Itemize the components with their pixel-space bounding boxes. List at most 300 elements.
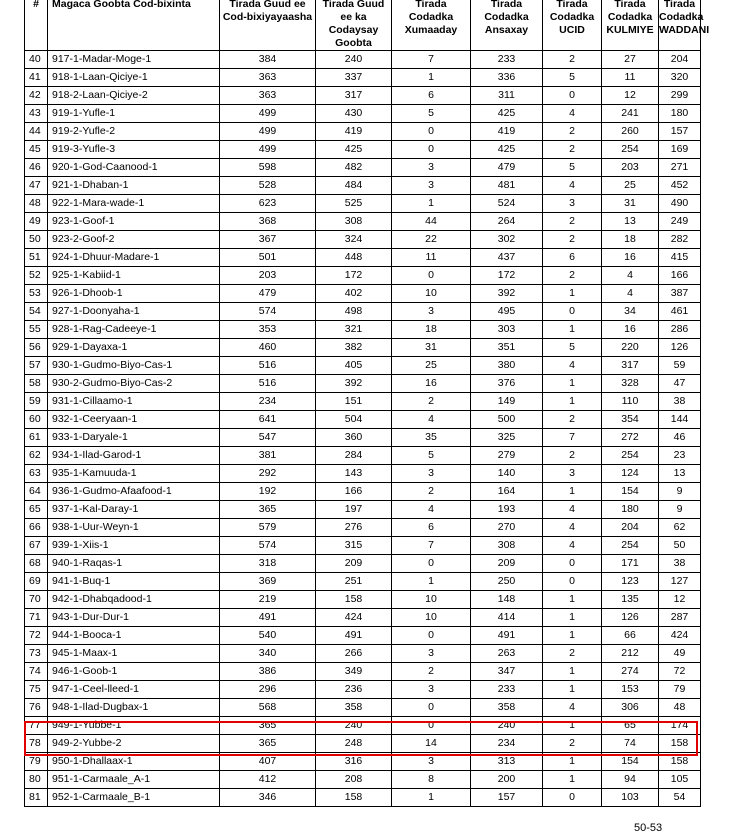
cell-waddani-votes: 13 bbox=[659, 465, 701, 483]
cell-votes-cast: 424 bbox=[316, 609, 392, 627]
table-row bbox=[25, 411, 701, 429]
cell-registered-voters: 568 bbox=[220, 699, 316, 717]
cell-kulmiye-votes: 153 bbox=[602, 681, 659, 699]
table-row bbox=[25, 465, 701, 483]
cell-valid-votes: 425 bbox=[471, 141, 543, 159]
cell-valid-votes: 500 bbox=[471, 411, 543, 429]
cell-kulmiye-votes: 306 bbox=[602, 699, 659, 717]
cell-kulmiye-votes: 126 bbox=[602, 609, 659, 627]
cell-kulmiye-votes: 274 bbox=[602, 663, 659, 681]
cell-ucid-votes: 4 bbox=[543, 519, 602, 537]
cell-polling-station-name: 920-1-God-Caanood-1 bbox=[48, 159, 220, 177]
cell-valid-votes: 414 bbox=[471, 609, 543, 627]
cell-registered-voters: 641 bbox=[220, 411, 316, 429]
cell-valid-votes: 437 bbox=[471, 249, 543, 267]
cell-kulmiye-votes: 254 bbox=[602, 447, 659, 465]
cell-votes-cast: 276 bbox=[316, 519, 392, 537]
table-header-row bbox=[25, 0, 701, 51]
cell-number: 67 bbox=[25, 537, 48, 555]
cell-valid-votes: 140 bbox=[471, 465, 543, 483]
table-row bbox=[25, 393, 701, 411]
cell-invalid-votes: 0 bbox=[392, 141, 471, 159]
cell-valid-votes: 233 bbox=[471, 681, 543, 699]
cell-registered-voters: 540 bbox=[220, 627, 316, 645]
table-row bbox=[25, 87, 701, 105]
cell-polling-station-name: 936-1-Gudmo-Afaafood-1 bbox=[48, 483, 220, 501]
cell-valid-votes: 164 bbox=[471, 483, 543, 501]
cell-number: 50 bbox=[25, 231, 48, 249]
cell-invalid-votes: 22 bbox=[392, 231, 471, 249]
cell-kulmiye-votes: 203 bbox=[602, 159, 659, 177]
cell-waddani-votes: 249 bbox=[659, 213, 701, 231]
cell-valid-votes: 495 bbox=[471, 303, 543, 321]
cell-number: 42 bbox=[25, 87, 48, 105]
cell-number: 64 bbox=[25, 483, 48, 501]
cell-ucid-votes: 1 bbox=[543, 717, 602, 735]
table-row bbox=[25, 447, 701, 465]
cell-waddani-votes: 387 bbox=[659, 285, 701, 303]
cell-kulmiye-votes: 11 bbox=[602, 69, 659, 87]
cell-votes-cast: 525 bbox=[316, 195, 392, 213]
cell-ucid-votes: 1 bbox=[543, 591, 602, 609]
cell-polling-station-name: 944-1-Booca-1 bbox=[48, 627, 220, 645]
cell-polling-station-name: 931-1-Cillaamo-1 bbox=[48, 393, 220, 411]
cell-number: 45 bbox=[25, 141, 48, 159]
cell-ucid-votes: 2 bbox=[543, 141, 602, 159]
cell-votes-cast: 251 bbox=[316, 573, 392, 591]
cell-ucid-votes: 2 bbox=[543, 411, 602, 429]
cell-invalid-votes: 0 bbox=[392, 555, 471, 573]
cell-waddani-votes: 158 bbox=[659, 753, 701, 771]
cell-number: 44 bbox=[25, 123, 48, 141]
cell-ucid-votes: 1 bbox=[543, 393, 602, 411]
cell-waddani-votes: 62 bbox=[659, 519, 701, 537]
cell-number: 76 bbox=[25, 699, 48, 717]
header-registered-voters: Tirada Guud ee Cod-bixiyayaasha bbox=[220, 0, 316, 51]
cell-invalid-votes: 2 bbox=[392, 663, 471, 681]
cell-ucid-votes: 0 bbox=[543, 789, 602, 807]
cell-votes-cast: 158 bbox=[316, 789, 392, 807]
cell-valid-votes: 376 bbox=[471, 375, 543, 393]
cell-registered-voters: 499 bbox=[220, 141, 316, 159]
cell-invalid-votes: 2 bbox=[392, 393, 471, 411]
cell-polling-station-name: 949-2-Yubbe-2 bbox=[48, 735, 220, 753]
cell-valid-votes: 491 bbox=[471, 627, 543, 645]
cell-waddani-votes: 79 bbox=[659, 681, 701, 699]
header-kulmiye-votes: Tirada Codadka KULMIYE bbox=[602, 0, 659, 51]
cell-number: 74 bbox=[25, 663, 48, 681]
cell-valid-votes: 148 bbox=[471, 591, 543, 609]
cell-number: 59 bbox=[25, 393, 48, 411]
cell-number: 53 bbox=[25, 285, 48, 303]
table-row bbox=[25, 717, 701, 735]
cell-number: 77 bbox=[25, 717, 48, 735]
cell-ucid-votes: 4 bbox=[543, 105, 602, 123]
cell-waddani-votes: 461 bbox=[659, 303, 701, 321]
cell-ucid-votes: 4 bbox=[543, 177, 602, 195]
cell-valid-votes: 336 bbox=[471, 69, 543, 87]
table-row bbox=[25, 159, 701, 177]
cell-number: 54 bbox=[25, 303, 48, 321]
cell-registered-voters: 369 bbox=[220, 573, 316, 591]
cell-ucid-votes: 3 bbox=[543, 465, 602, 483]
cell-number: 60 bbox=[25, 411, 48, 429]
table-row bbox=[25, 735, 701, 753]
cell-votes-cast: 337 bbox=[316, 69, 392, 87]
cell-number: 68 bbox=[25, 555, 48, 573]
cell-invalid-votes: 10 bbox=[392, 609, 471, 627]
cell-kulmiye-votes: 260 bbox=[602, 123, 659, 141]
cell-votes-cast: 317 bbox=[316, 87, 392, 105]
cell-valid-votes: 270 bbox=[471, 519, 543, 537]
cell-valid-votes: 479 bbox=[471, 159, 543, 177]
cell-registered-voters: 353 bbox=[220, 321, 316, 339]
cell-votes-cast: 197 bbox=[316, 501, 392, 519]
cell-registered-voters: 499 bbox=[220, 123, 316, 141]
cell-registered-voters: 192 bbox=[220, 483, 316, 501]
table-row bbox=[25, 357, 701, 375]
cell-kulmiye-votes: 171 bbox=[602, 555, 659, 573]
cell-kulmiye-votes: 16 bbox=[602, 321, 659, 339]
table-row bbox=[25, 267, 701, 285]
cell-valid-votes: 325 bbox=[471, 429, 543, 447]
cell-polling-station-name: 918-2-Laan-Qiciye-2 bbox=[48, 87, 220, 105]
cell-votes-cast: 405 bbox=[316, 357, 392, 375]
cell-waddani-votes: 287 bbox=[659, 609, 701, 627]
cell-votes-cast: 419 bbox=[316, 123, 392, 141]
table-row bbox=[25, 591, 701, 609]
table-row bbox=[25, 339, 701, 357]
cell-waddani-votes: 49 bbox=[659, 645, 701, 663]
cell-polling-station-name: 919-2-Yufle-2 bbox=[48, 123, 220, 141]
cell-kulmiye-votes: 272 bbox=[602, 429, 659, 447]
cell-valid-votes: 358 bbox=[471, 699, 543, 717]
header-valid-votes: Tirada Codadka Ansaxay bbox=[471, 0, 543, 51]
cell-votes-cast: 315 bbox=[316, 537, 392, 555]
cell-waddani-votes: 166 bbox=[659, 267, 701, 285]
cell-valid-votes: 149 bbox=[471, 393, 543, 411]
cell-votes-cast: 151 bbox=[316, 393, 392, 411]
cell-valid-votes: 425 bbox=[471, 105, 543, 123]
cell-votes-cast: 425 bbox=[316, 141, 392, 159]
cell-registered-voters: 598 bbox=[220, 159, 316, 177]
cell-ucid-votes: 0 bbox=[543, 87, 602, 105]
cell-registered-voters: 623 bbox=[220, 195, 316, 213]
table-row bbox=[25, 105, 701, 123]
cell-number: 81 bbox=[25, 789, 48, 807]
header-number: # bbox=[25, 0, 48, 51]
cell-kulmiye-votes: 328 bbox=[602, 375, 659, 393]
cell-polling-station-name: 940-1-Raqas-1 bbox=[48, 555, 220, 573]
cell-invalid-votes: 18 bbox=[392, 321, 471, 339]
cell-votes-cast: 321 bbox=[316, 321, 392, 339]
cell-invalid-votes: 10 bbox=[392, 591, 471, 609]
cell-waddani-votes: 424 bbox=[659, 627, 701, 645]
cell-invalid-votes: 44 bbox=[392, 213, 471, 231]
cell-polling-station-name: 948-1-Ilad-Dugbax-1 bbox=[48, 699, 220, 717]
cell-number: 61 bbox=[25, 429, 48, 447]
cell-votes-cast: 448 bbox=[316, 249, 392, 267]
cell-polling-station-name: 919-1-Yufle-1 bbox=[48, 105, 220, 123]
cell-invalid-votes: 3 bbox=[392, 303, 471, 321]
cell-valid-votes: 250 bbox=[471, 573, 543, 591]
cell-valid-votes: 172 bbox=[471, 267, 543, 285]
table-row bbox=[25, 555, 701, 573]
cell-registered-voters: 365 bbox=[220, 735, 316, 753]
cell-registered-voters: 365 bbox=[220, 501, 316, 519]
cell-polling-station-name: 943-1-Dur-Dur-1 bbox=[48, 609, 220, 627]
cell-ucid-votes: 5 bbox=[543, 159, 602, 177]
cell-number: 69 bbox=[25, 573, 48, 591]
cell-kulmiye-votes: 31 bbox=[602, 195, 659, 213]
cell-number: 49 bbox=[25, 213, 48, 231]
cell-invalid-votes: 0 bbox=[392, 123, 471, 141]
cell-polling-station-name: 933-1-Daryale-1 bbox=[48, 429, 220, 447]
cell-invalid-votes: 6 bbox=[392, 519, 471, 537]
cell-polling-station-name: 923-1-Goof-1 bbox=[48, 213, 220, 231]
table-row bbox=[25, 609, 701, 627]
cell-registered-voters: 367 bbox=[220, 231, 316, 249]
cell-invalid-votes: 3 bbox=[392, 645, 471, 663]
cell-invalid-votes: 7 bbox=[392, 537, 471, 555]
cell-ucid-votes: 2 bbox=[543, 735, 602, 753]
cell-votes-cast: 349 bbox=[316, 663, 392, 681]
cell-invalid-votes: 0 bbox=[392, 267, 471, 285]
cell-ucid-votes: 1 bbox=[543, 321, 602, 339]
cell-invalid-votes: 8 bbox=[392, 771, 471, 789]
cell-votes-cast: 324 bbox=[316, 231, 392, 249]
table-row bbox=[25, 537, 701, 555]
cell-number: 56 bbox=[25, 339, 48, 357]
cell-votes-cast: 491 bbox=[316, 627, 392, 645]
cell-waddani-votes: 47 bbox=[659, 375, 701, 393]
table-row bbox=[25, 321, 701, 339]
table-row bbox=[25, 177, 701, 195]
cell-number: 46 bbox=[25, 159, 48, 177]
cell-invalid-votes: 31 bbox=[392, 339, 471, 357]
header-votes-cast: Tirada Guud ee ka Codaysay Goobta bbox=[316, 0, 392, 51]
cell-kulmiye-votes: 254 bbox=[602, 141, 659, 159]
cell-ucid-votes: 5 bbox=[543, 339, 602, 357]
cell-polling-station-name: 946-1-Goob-1 bbox=[48, 663, 220, 681]
cell-kulmiye-votes: 154 bbox=[602, 483, 659, 501]
cell-votes-cast: 172 bbox=[316, 267, 392, 285]
cell-invalid-votes: 4 bbox=[392, 501, 471, 519]
cell-valid-votes: 308 bbox=[471, 537, 543, 555]
cell-waddani-votes: 452 bbox=[659, 177, 701, 195]
cell-ucid-votes: 1 bbox=[543, 375, 602, 393]
cell-number: 41 bbox=[25, 69, 48, 87]
cell-number: 63 bbox=[25, 465, 48, 483]
cell-invalid-votes: 35 bbox=[392, 429, 471, 447]
cell-registered-voters: 516 bbox=[220, 375, 316, 393]
cell-votes-cast: 504 bbox=[316, 411, 392, 429]
table-row bbox=[25, 753, 701, 771]
cell-registered-voters: 412 bbox=[220, 771, 316, 789]
cell-kulmiye-votes: 220 bbox=[602, 339, 659, 357]
cell-registered-voters: 460 bbox=[220, 339, 316, 357]
cell-ucid-votes: 1 bbox=[543, 627, 602, 645]
cell-registered-voters: 318 bbox=[220, 555, 316, 573]
cell-number: 52 bbox=[25, 267, 48, 285]
cell-kulmiye-votes: 180 bbox=[602, 501, 659, 519]
cell-valid-votes: 279 bbox=[471, 447, 543, 465]
cell-waddani-votes: 286 bbox=[659, 321, 701, 339]
cell-registered-voters: 491 bbox=[220, 609, 316, 627]
cell-polling-station-name: 928-1-Rag-Cadeeye-1 bbox=[48, 321, 220, 339]
cell-registered-voters: 234 bbox=[220, 393, 316, 411]
cell-ucid-votes: 6 bbox=[543, 249, 602, 267]
cell-polling-station-name: 941-1-Buq-1 bbox=[48, 573, 220, 591]
table-row bbox=[25, 573, 701, 591]
cell-registered-voters: 574 bbox=[220, 537, 316, 555]
cell-polling-station-name: 938-1-Uur-Weyn-1 bbox=[48, 519, 220, 537]
cell-number: 62 bbox=[25, 447, 48, 465]
cell-waddani-votes: 46 bbox=[659, 429, 701, 447]
table-row bbox=[25, 663, 701, 681]
cell-ucid-votes: 5 bbox=[543, 69, 602, 87]
cell-waddani-votes: 9 bbox=[659, 501, 701, 519]
cell-invalid-votes: 25 bbox=[392, 357, 471, 375]
cell-waddani-votes: 105 bbox=[659, 771, 701, 789]
cell-waddani-votes: 282 bbox=[659, 231, 701, 249]
cell-polling-station-name: 930-1-Gudmo-Biyo-Cas-1 bbox=[48, 357, 220, 375]
cell-polling-station-name: 932-1-Ceeryaan-1 bbox=[48, 411, 220, 429]
cell-ucid-votes: 1 bbox=[543, 285, 602, 303]
table-row bbox=[25, 501, 701, 519]
cell-number: 48 bbox=[25, 195, 48, 213]
cell-number: 72 bbox=[25, 627, 48, 645]
cell-kulmiye-votes: 354 bbox=[602, 411, 659, 429]
cell-waddani-votes: 204 bbox=[659, 51, 701, 69]
header-waddani-votes: Tirada Codadka WADDANI bbox=[659, 0, 701, 51]
cell-registered-voters: 219 bbox=[220, 591, 316, 609]
table-row bbox=[25, 789, 701, 807]
cell-waddani-votes: 38 bbox=[659, 555, 701, 573]
cell-number: 73 bbox=[25, 645, 48, 663]
table-row bbox=[25, 231, 701, 249]
table-row bbox=[25, 771, 701, 789]
cell-waddani-votes: 72 bbox=[659, 663, 701, 681]
cell-invalid-votes: 1 bbox=[392, 195, 471, 213]
cell-invalid-votes: 5 bbox=[392, 105, 471, 123]
cell-invalid-votes: 3 bbox=[392, 159, 471, 177]
table-row bbox=[25, 213, 701, 231]
cell-votes-cast: 209 bbox=[316, 555, 392, 573]
cell-polling-station-name: 950-1-Dhallaax-1 bbox=[48, 753, 220, 771]
cell-waddani-votes: 126 bbox=[659, 339, 701, 357]
cell-kulmiye-votes: 16 bbox=[602, 249, 659, 267]
cell-number: 47 bbox=[25, 177, 48, 195]
cell-number: 55 bbox=[25, 321, 48, 339]
cell-kulmiye-votes: 12 bbox=[602, 87, 659, 105]
cell-invalid-votes: 3 bbox=[392, 177, 471, 195]
cell-ucid-votes: 4 bbox=[543, 357, 602, 375]
cell-votes-cast: 316 bbox=[316, 753, 392, 771]
cell-valid-votes: 419 bbox=[471, 123, 543, 141]
cell-valid-votes: 392 bbox=[471, 285, 543, 303]
cell-valid-votes: 347 bbox=[471, 663, 543, 681]
cell-invalid-votes: 1 bbox=[392, 789, 471, 807]
cell-polling-station-name: 939-1-Xiis-1 bbox=[48, 537, 220, 555]
cell-waddani-votes: 180 bbox=[659, 105, 701, 123]
cell-waddani-votes: 320 bbox=[659, 69, 701, 87]
cell-kulmiye-votes: 135 bbox=[602, 591, 659, 609]
cell-valid-votes: 351 bbox=[471, 339, 543, 357]
cell-number: 80 bbox=[25, 771, 48, 789]
cell-valid-votes: 209 bbox=[471, 555, 543, 573]
cell-valid-votes: 481 bbox=[471, 177, 543, 195]
cell-registered-voters: 292 bbox=[220, 465, 316, 483]
cell-invalid-votes: 5 bbox=[392, 447, 471, 465]
cell-ucid-votes: 0 bbox=[543, 303, 602, 321]
cell-number: 78 bbox=[25, 735, 48, 753]
cell-votes-cast: 482 bbox=[316, 159, 392, 177]
cell-waddani-votes: 23 bbox=[659, 447, 701, 465]
table-row bbox=[25, 519, 701, 537]
header-ucid-votes: Tirada Codadka UCID bbox=[543, 0, 602, 51]
cell-votes-cast: 392 bbox=[316, 375, 392, 393]
cell-ucid-votes: 2 bbox=[543, 213, 602, 231]
cell-votes-cast: 308 bbox=[316, 213, 392, 231]
cell-waddani-votes: 59 bbox=[659, 357, 701, 375]
cell-votes-cast: 266 bbox=[316, 645, 392, 663]
cell-polling-station-name: 918-1-Laan-Qiciye-1 bbox=[48, 69, 220, 87]
cell-invalid-votes: 2 bbox=[392, 483, 471, 501]
cell-invalid-votes: 14 bbox=[392, 735, 471, 753]
cell-registered-voters: 516 bbox=[220, 357, 316, 375]
cell-invalid-votes: 1 bbox=[392, 69, 471, 87]
cell-waddani-votes: 174 bbox=[659, 717, 701, 735]
cell-kulmiye-votes: 154 bbox=[602, 753, 659, 771]
cell-registered-voters: 203 bbox=[220, 267, 316, 285]
cell-registered-voters: 574 bbox=[220, 303, 316, 321]
cell-kulmiye-votes: 65 bbox=[602, 717, 659, 735]
cell-invalid-votes: 3 bbox=[392, 681, 471, 699]
cell-votes-cast: 402 bbox=[316, 285, 392, 303]
cell-registered-voters: 384 bbox=[220, 51, 316, 69]
cell-polling-station-name: 934-1-Ilad-Garod-1 bbox=[48, 447, 220, 465]
cell-valid-votes: 233 bbox=[471, 51, 543, 69]
cell-ucid-votes: 2 bbox=[543, 645, 602, 663]
cell-invalid-votes: 6 bbox=[392, 87, 471, 105]
cell-kulmiye-votes: 103 bbox=[602, 789, 659, 807]
cell-polling-station-name: 937-1-Kal-Daray-1 bbox=[48, 501, 220, 519]
cell-invalid-votes: 4 bbox=[392, 411, 471, 429]
polling-station-results-table bbox=[24, 0, 710, 807]
cell-votes-cast: 484 bbox=[316, 177, 392, 195]
cell-invalid-votes: 0 bbox=[392, 627, 471, 645]
cell-ucid-votes: 2 bbox=[543, 447, 602, 465]
cell-number: 70 bbox=[25, 591, 48, 609]
cell-polling-station-name: 935-1-Kamuuda-1 bbox=[48, 465, 220, 483]
cell-ucid-votes: 7 bbox=[543, 429, 602, 447]
header-invalid-votes: Tirada Codadka Xumaaday bbox=[392, 0, 471, 51]
cell-votes-cast: 498 bbox=[316, 303, 392, 321]
cell-votes-cast: 166 bbox=[316, 483, 392, 501]
cell-ucid-votes: 0 bbox=[543, 573, 602, 591]
cell-ucid-votes: 1 bbox=[543, 681, 602, 699]
table-row bbox=[25, 429, 701, 447]
table-row bbox=[25, 285, 701, 303]
cell-votes-cast: 236 bbox=[316, 681, 392, 699]
cell-invalid-votes: 1 bbox=[392, 573, 471, 591]
cell-votes-cast: 240 bbox=[316, 51, 392, 69]
table-row bbox=[25, 627, 701, 645]
cell-kulmiye-votes: 254 bbox=[602, 537, 659, 555]
cell-registered-voters: 386 bbox=[220, 663, 316, 681]
cell-number: 79 bbox=[25, 753, 48, 771]
